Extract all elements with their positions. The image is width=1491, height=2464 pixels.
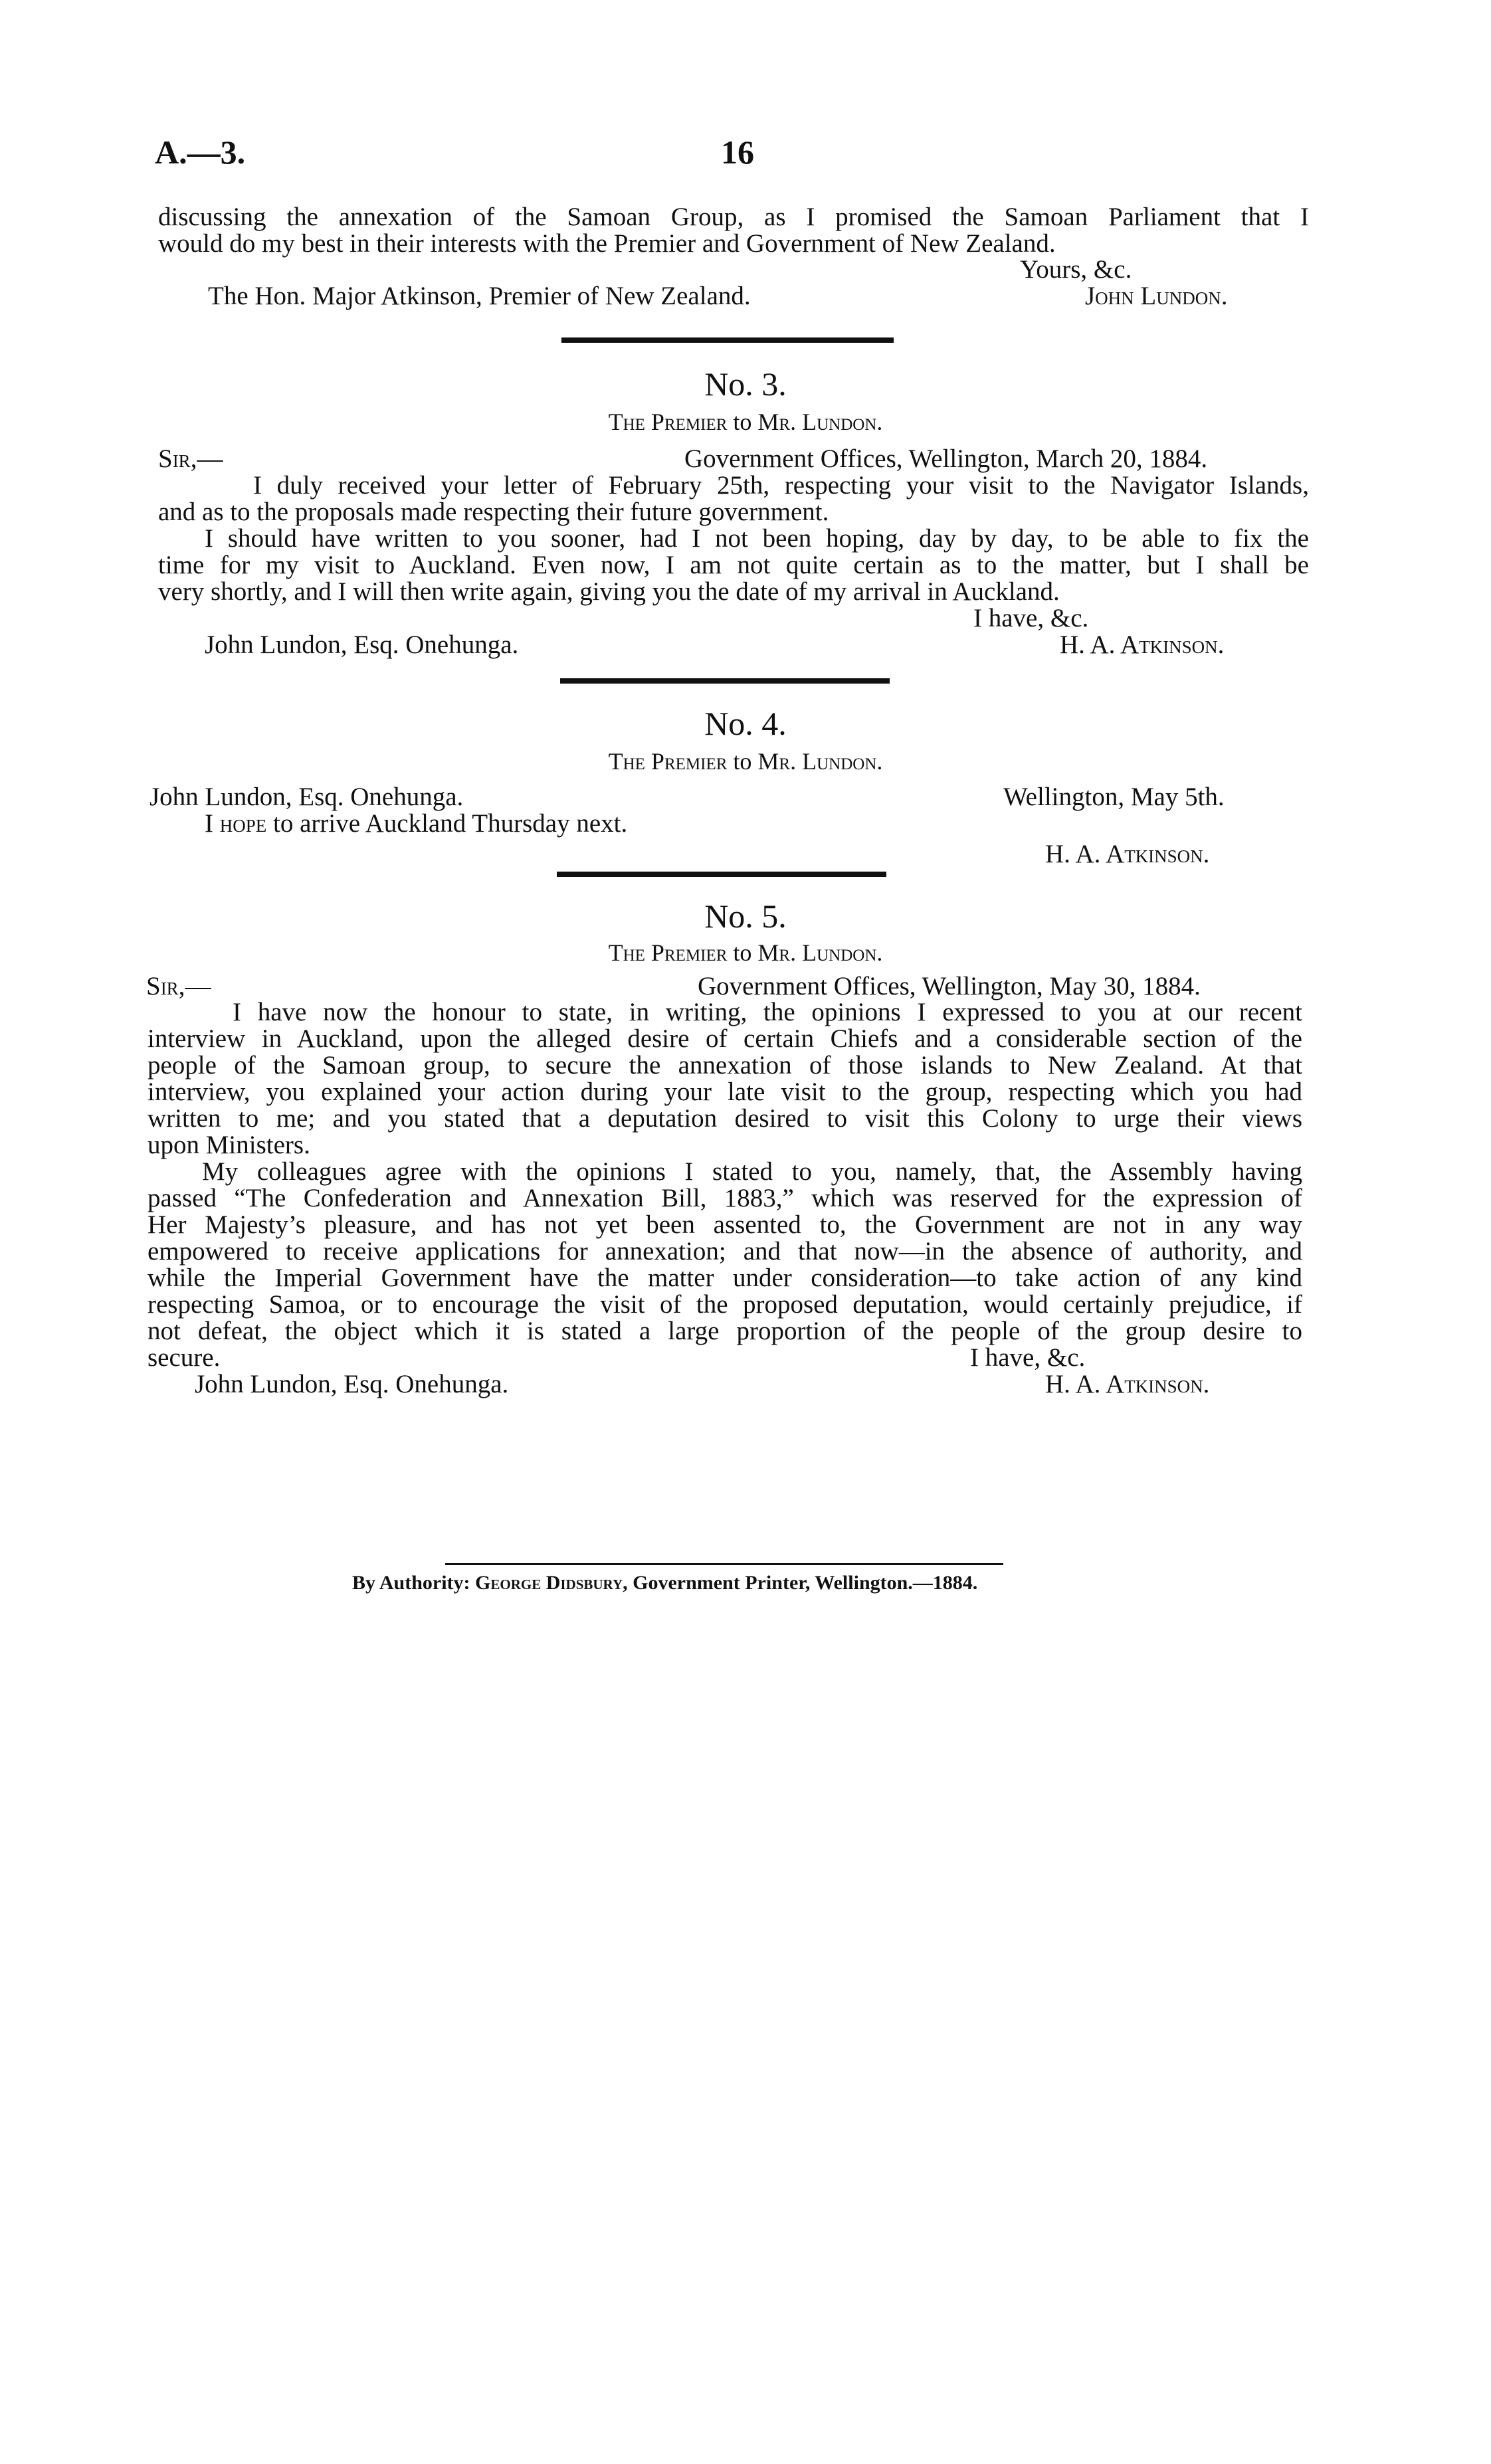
page-number: 16	[721, 134, 754, 171]
text-line: while the Imperial Government have the matter under consideration—to take action of any kind	[148, 1264, 1302, 1292]
section-divider	[557, 872, 886, 877]
letter-5-heading	[0, 939, 1491, 967]
imprint-prefix: By Authority:	[352, 1572, 476, 1594]
section-divider	[560, 678, 890, 684]
heading-to: Mr. Lundon.	[757, 748, 883, 775]
heading-from: The Premier	[608, 409, 728, 435]
letter-number-5: No. 5.	[704, 898, 787, 935]
heading-to: Mr. Lundon.	[757, 409, 883, 435]
heading-to: Mr. Lundon.	[757, 939, 883, 966]
text-line: respecting Samoa, or to encourage the visit of the proposed deputation, would certainly prejudice, if	[148, 1290, 1302, 1319]
letter-number-3: No. 3.	[704, 365, 787, 403]
letter-4-signature: H. A. Atkinson.	[1045, 840, 1210, 868]
prior-letter-addressee: The Hon. Major Atkinson, Premier of New Zealand.	[208, 282, 751, 310]
text-line: would do my best in their interests with the Premier and Government of New Zealand.	[158, 229, 1056, 258]
text-line: very shortly, and I will then write again, giving you the date of my arrival in Auckland.	[158, 577, 1060, 606]
heading-from: The Premier	[608, 748, 728, 775]
document-reference: A.—3.	[155, 134, 246, 171]
text-line: I should have written to you sooner, had I not been hoping, day by day, to be able to fix the	[205, 524, 1309, 553]
text-line: and as to the proposals made respecting their future government.	[158, 498, 829, 526]
text-line: empowered to receive applications for annexation; and that now—in the absence of authority, and	[148, 1237, 1302, 1266]
text-line: I have now the honour to state, in writing, the opinions I expressed to you at our recent	[233, 998, 1302, 1026]
letter-4-addressee: John Lundon, Esq. Onehunga.	[149, 783, 464, 811]
letter-5-place-date: Government Offices, Wellington, May 30, 1884.	[698, 972, 1201, 1000]
printer-imprint	[352, 1572, 977, 1594]
letter-4-place-date: Wellington, May 5th.	[1003, 783, 1225, 811]
letter-4-message	[205, 810, 627, 837]
text-line: upon Ministers.	[148, 1131, 310, 1159]
letter-3-heading	[0, 408, 1491, 436]
letter-3-signature: H. A. Atkinson.	[1060, 630, 1225, 659]
message-lead: I hope	[205, 809, 267, 838]
section-divider	[561, 337, 894, 343]
heading-from: The Premier	[608, 939, 728, 966]
letter-5-paragraph-2	[148, 1159, 1302, 1345]
letter-3-addressee: John Lundon, Esq. Onehunga.	[205, 630, 519, 659]
letter-3-place-date: Government Offices, Wellington, March 20, 1884.	[684, 444, 1208, 473]
imprint-printer-name: George Didsbury	[475, 1572, 623, 1594]
text-line: written to me; and you stated that a deputation desired to visit this Colony to urge their views	[148, 1104, 1302, 1133]
letter-5-last-word: secure.	[148, 1343, 221, 1372]
heading-connector: to	[733, 748, 752, 775]
text-line: My colleagues agree with the opinions I stated to you, namely, that, the Assembly having	[202, 1157, 1302, 1186]
letter-number-4: No. 4.	[704, 705, 787, 742]
letter-5-addressee: John Lundon, Esq. Onehunga.	[195, 1370, 509, 1398]
letter-5-salutation: Sir,—	[146, 972, 211, 1000]
prior-letter-closing: Yours, &c.	[1020, 255, 1132, 284]
text-line: Her Majesty’s pleasure, and has not yet been assented to, the Government are not in any way	[148, 1210, 1302, 1239]
letter-5-paragraph-1	[148, 999, 1302, 1159]
text-line: time for my visit to Auckland. Even now, I am not quite certain as to the matter, but I shall be	[158, 551, 1309, 579]
prior-letter-body	[158, 204, 1309, 257]
letter-5-signature: H. A. Atkinson.	[1045, 1370, 1210, 1398]
imprint-rule	[445, 1563, 1003, 1565]
letter-3-salutation: Sir,—	[158, 444, 223, 473]
letter-5-closing: I have, &c.	[970, 1343, 1086, 1372]
letter-4-heading	[0, 747, 1491, 775]
text-line: interview in Auckland, upon the alleged desire of certain Chiefs and a considerable section of the	[148, 1024, 1302, 1053]
text-line: passed “The Confederation and Annexation Bill, 1883,” which was reserved for the expression of	[148, 1184, 1302, 1212]
text-line: not defeat, the object which it is stated a large proportion of the people of the group desire to	[148, 1317, 1302, 1345]
letter-3-paragraph-2	[158, 525, 1309, 605]
letter-3-closing: I have, &c.	[973, 604, 1089, 632]
heading-connector: to	[733, 409, 752, 435]
text-line: I duly received your letter of February 25th, respecting your visit to the Navigator Islands,	[253, 471, 1309, 500]
letter-3-paragraph-1	[158, 472, 1309, 525]
heading-connector: to	[733, 939, 752, 966]
imprint-suffix: , Government Printer, Wellington.—1884.	[623, 1572, 978, 1594]
text-line: discussing the annexation of the Samoan Group, as I promised the Samoan Parliament that I	[158, 203, 1309, 231]
prior-letter-signature: John Lundon.	[1085, 282, 1228, 310]
message-rest: to arrive Auckland Thursday next.	[266, 809, 628, 838]
text-line: people of the Samoan group, to secure the annexation of those islands to New Zealand. At that	[148, 1051, 1302, 1080]
text-line: interview, you explained your action during your late visit to the group, respecting which you had	[148, 1078, 1302, 1106]
